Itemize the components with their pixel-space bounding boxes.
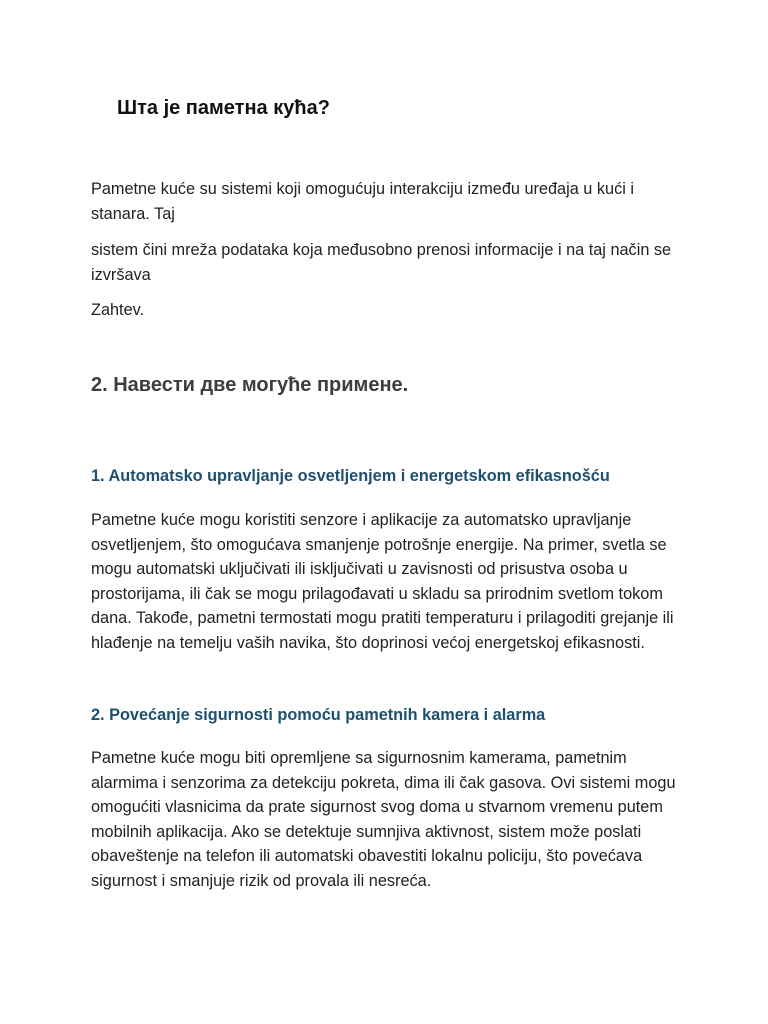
application-2-heading: 2. Povećanje sigurnosti pomoću pametnih kamera i alarma bbox=[91, 706, 546, 724]
answer-1-paragraph-2: sistem čini mreža podataka koja međusobno prenosi informacije i na taj način se izvršava bbox=[91, 241, 672, 284]
answer-1-paragraph-3: Zahtev. bbox=[91, 301, 145, 319]
question-1-title: Шта је паметна кућа? bbox=[117, 97, 330, 119]
answer-1-paragraph-1: Pametne kuće su sistemi koji omogućuju interakciju između uređaja u kući i stanara. Taj bbox=[91, 180, 634, 223]
application-1-heading: 1. Automatsko upravljanje osvetljenjem i energetskom efikasnošću bbox=[91, 467, 610, 485]
application-2-body: Pametne kuće mogu biti opremljene sa sigurnosnim kamerama, pametnim alarmima i senzorima za detekciju pokreta, dima ili čak gasova. Ovi sistemi mogu omogućiti vlasnicima da prate sigurnost svog doma u stvarnom vremenu putem mobilnih aplikacija. Ako se detektuje sumnjiva aktivnost, sistem može poslati obaveštenje na telefon ili automatski obavestiti lokalnu policiju, što povećava sigurnost i smanjuje rizik od provala ili nesreća. bbox=[91, 749, 676, 890]
application-1-body: Pametne kuće mogu koristiti senzore i aplikacije za automatsko upravljanje osvetljenjem, što omogućava smanjenje potrošnje energije. Na primer, svetla se mogu automatski uključivati ili isključivati u zavisnosti od prisustva osoba u prostorijama, ili čak se mogu prilagođavati u skladu sa prirodnim svetlom tokom dana. Takođe, pametni termostati mogu pratiti temperaturu i prilagoditi grejanje ili hlađenje na temelju vaših navika, što doprinosi većoj energetskoj efikasnosti. bbox=[91, 511, 674, 652]
question-2-title: 2. Навести две могуће примене. bbox=[91, 374, 409, 396]
